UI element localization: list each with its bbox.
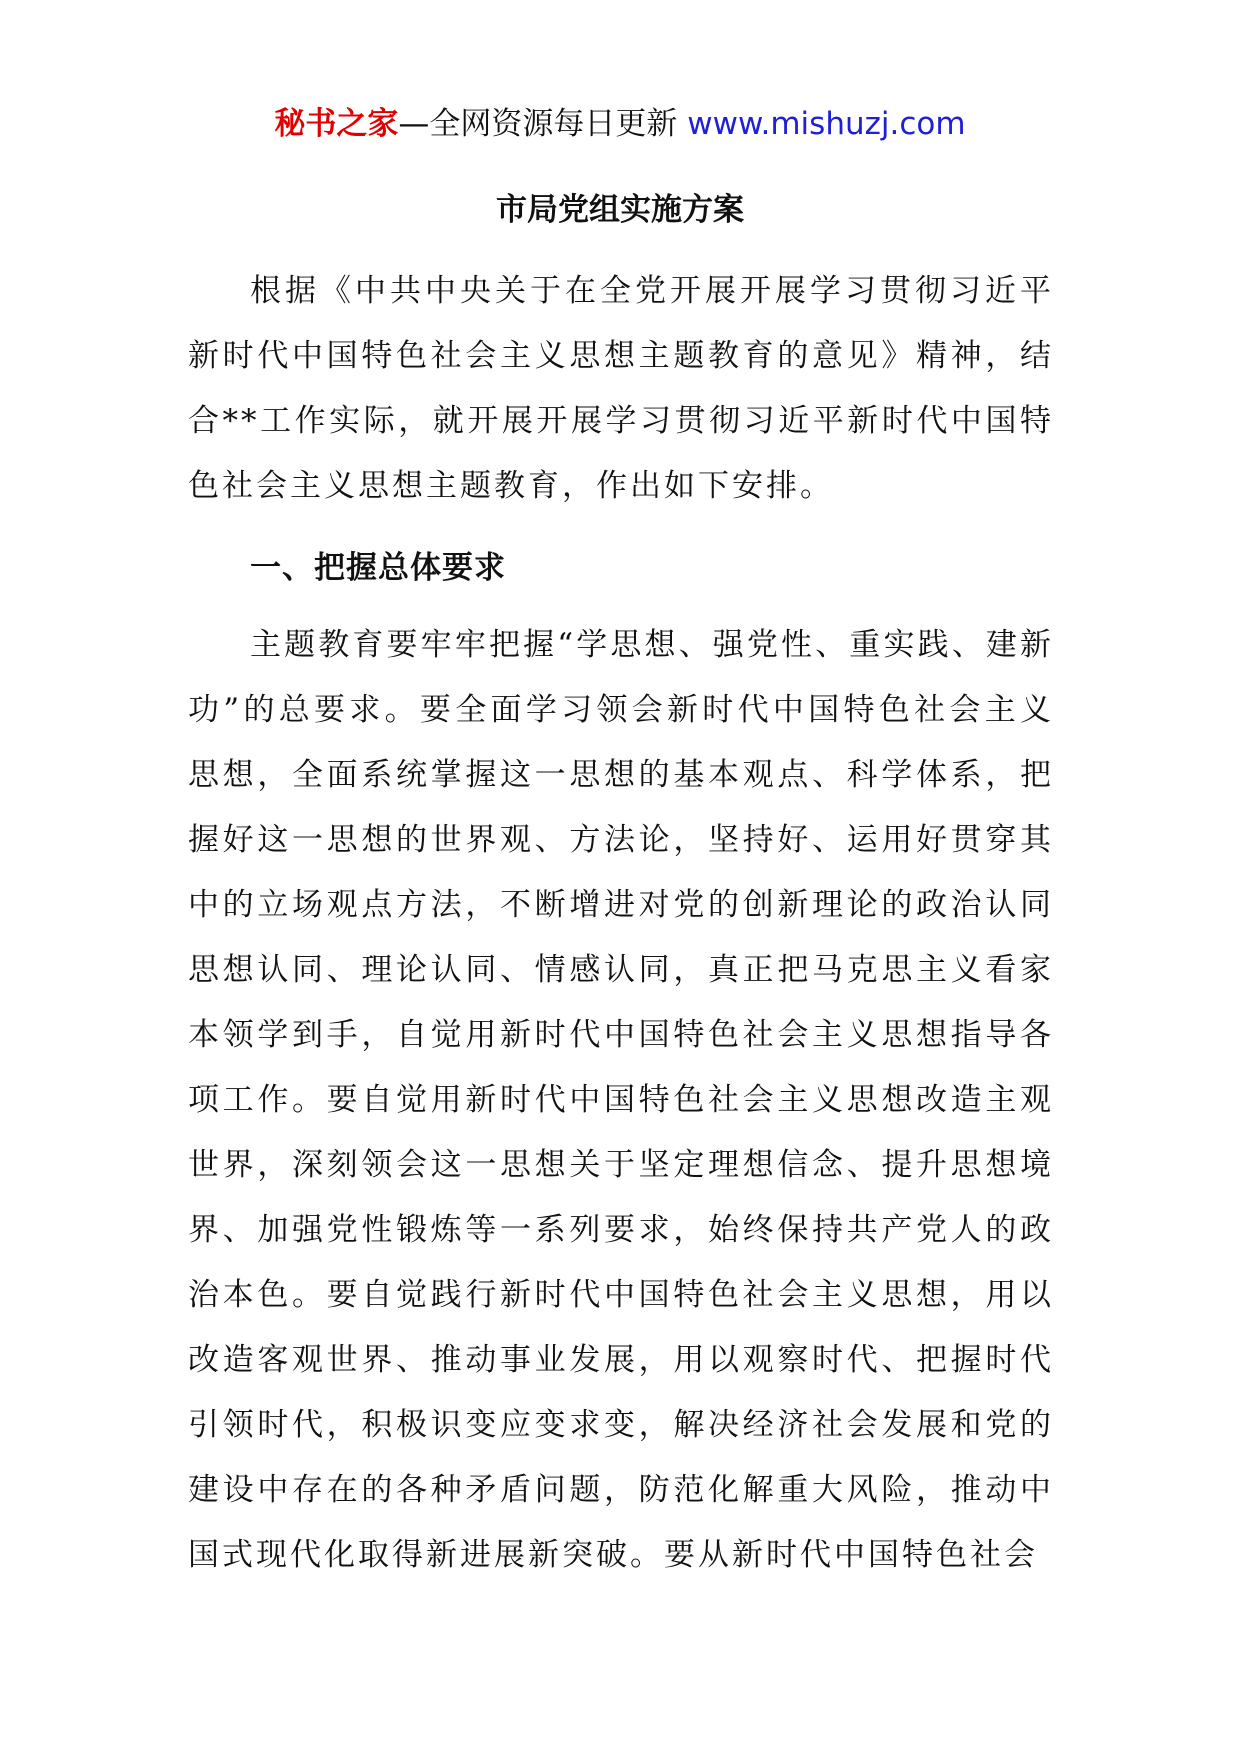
page-header	[0, 100, 1240, 148]
document-title: 市局党组实施方案	[496, 192, 744, 228]
header-brand: 秘书之家	[274, 106, 399, 142]
section-paragraph: 主题教育要牢牢把握“学思想、强党性、重实践、建新功”的总要求。要全面学习领会新时代中国特色社会主义思想，全面系统掌握这一思想的基本观点、科学体系，把握好这一思想的世界观、方法论，坚持好、运用好贯穿其中的立场观点方法，不断增进对党的创新理论的政治认同思想认同、理论认同、情感认同，真正把马克思主义看家本领学到手，自觉用新时代中国特色社会主义思想指导各项工作。要自觉用新时代中国特色社会主义思想改造主观世界，深刻领会这一思想关于坚定理想信念、提升思想境界、加强党性锻炼等一系列要求，始终保持共产党人的政治本色。要自觉践行新时代中国特色社会主义思想，用以改造客观世界、推动事业发展，用以观察时代、把握时代引领时代，积极识变应变求变，解决经济社会发展和党的建设中存在的各种矛盾问题，防范化解重大风险，推动中国式现代化取得新进展新突破。要从新时代中国特色社会	[188, 627, 1054, 1573]
intro-paragraph: 根据《中共中央关于在全党开展开展学习贯彻习近平新时代中国特色社会主义思想主题教育的意见》精神，结合**工作实际，就开展开展学习贯彻习近平新时代中国特色社会主义思想主题教育，作出如下安排。	[188, 273, 1054, 504]
header-url-link[interactable]: www.mishuzj.com	[687, 106, 966, 142]
section-heading: 一、把握总体要求	[250, 550, 506, 586]
header-slogan: —全网资源每日更新	[398, 106, 678, 142]
document-body	[188, 259, 1054, 1588]
